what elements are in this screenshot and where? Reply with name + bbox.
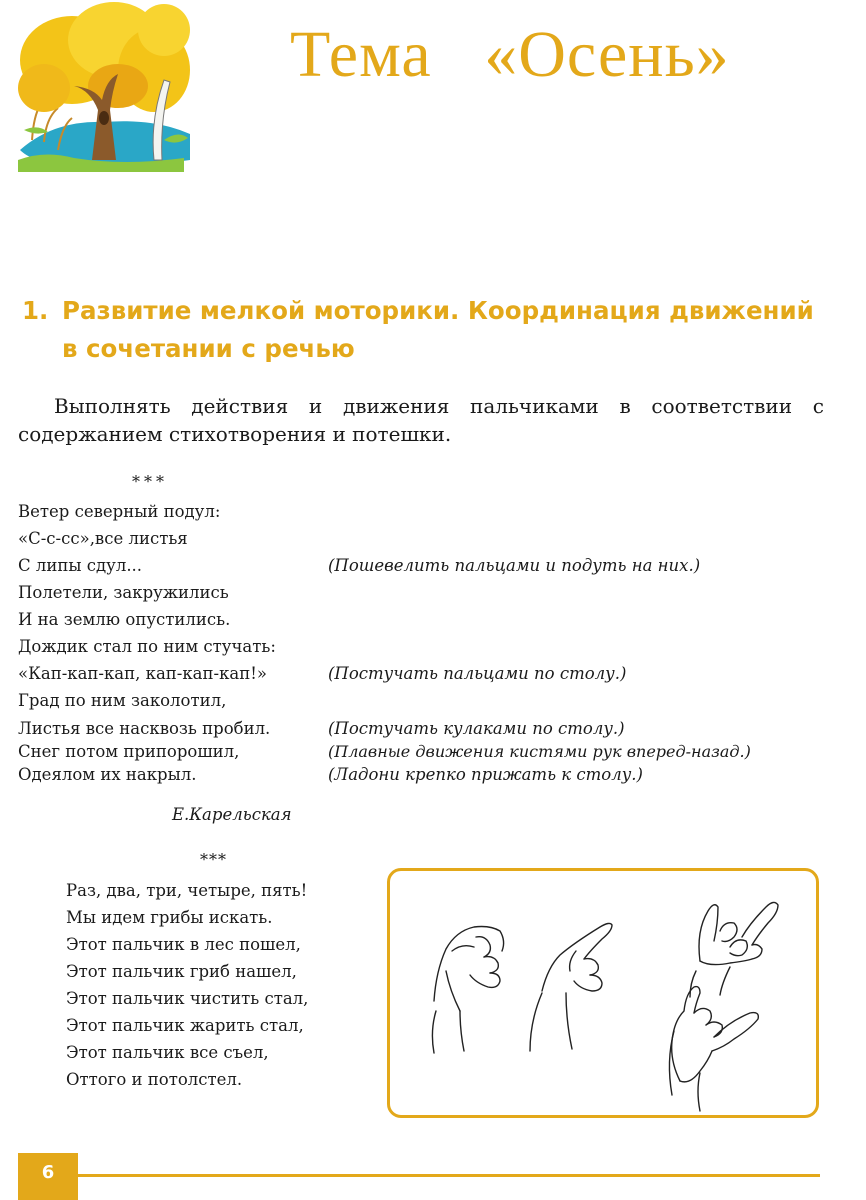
poem2-line: Этот пальчик чистить стал, (66, 989, 309, 1008)
intro-paragraph (18, 392, 824, 448)
page-number: 6 (41, 1162, 55, 1183)
poem1-line: Снег потом припорошил, (18, 742, 240, 761)
poem1-line: «Кап-кап-кап, кап-кап-кап!» (18, 664, 267, 683)
poem1-line: Листья все насквозь пробил. (18, 719, 271, 738)
poem1-instruction: (Ладони крепко прижать к столу.) (328, 765, 643, 784)
section-heading-line2: в сочетании с речью (62, 334, 355, 363)
poem1-instruction: (Пошевелить пальцами и подуть на них.) (328, 556, 701, 575)
intro-line-1: Выполнять действия и движения пальчиками в соответствии с (54, 394, 824, 418)
poem1-line: Град по ним заколотил, (18, 691, 227, 710)
poem1-line: Дождик стал по ним стучать: (18, 637, 276, 656)
poem2-line: Раз, два, три, четыре, пять! (66, 881, 308, 900)
poem1-separator: *** (132, 472, 168, 491)
poem2-line: Оттого и потолстел. (66, 1070, 243, 1089)
autumn-tree-illustration (14, 0, 192, 172)
poem1-line: Полетели, закружились (18, 583, 229, 602)
shaka-hand-icon (669, 987, 758, 1111)
poem2-line: Этот пальчик все съел, (66, 1043, 269, 1062)
hand-gestures-illustration (390, 871, 816, 1115)
poem1-author: Е.Карельская (172, 805, 292, 824)
poem2-line: Мы идем грибы искать. (66, 908, 273, 927)
poem1-instruction: (Постучать пальцами по столу.) (328, 664, 627, 683)
poem2-separator: *** (200, 850, 227, 869)
page-title: Тема «Осень» (290, 18, 730, 91)
section-heading-line1: Развитие мелкой моторики. Координация движений (62, 296, 814, 325)
poem1-instruction: (Плавные движения кистями рук вперед-назад.) (328, 742, 751, 761)
pointing-hand-icon (530, 923, 612, 1051)
section-heading (22, 292, 842, 368)
poem1-line: С липы сдул... (18, 556, 143, 575)
poem2-line: Этот пальчик жарить стал, (66, 1016, 304, 1035)
poem2-line: Этот пальчик гриб нашел, (66, 962, 297, 981)
open-hand-icon (690, 902, 778, 997)
fist-hand-icon (432, 927, 503, 1054)
poem1-line: «С-с-сс»,все листья (18, 529, 188, 548)
poem2-line: Этот пальчик в лес пошел, (66, 935, 301, 954)
hands-illustration-frame (387, 868, 819, 1118)
poem1-instruction: (Постучать кулаками по столу.) (328, 719, 625, 738)
poem1-line: Ветер северный подул: (18, 502, 221, 521)
poem1-line: Одеялом их накрыл. (18, 765, 197, 784)
footer-rule (78, 1174, 820, 1177)
poem1-line: И на землю опустились. (18, 610, 231, 629)
intro-line-2: содержанием стихотворения и потешки. (18, 422, 452, 446)
section-number: 1. (22, 296, 49, 325)
